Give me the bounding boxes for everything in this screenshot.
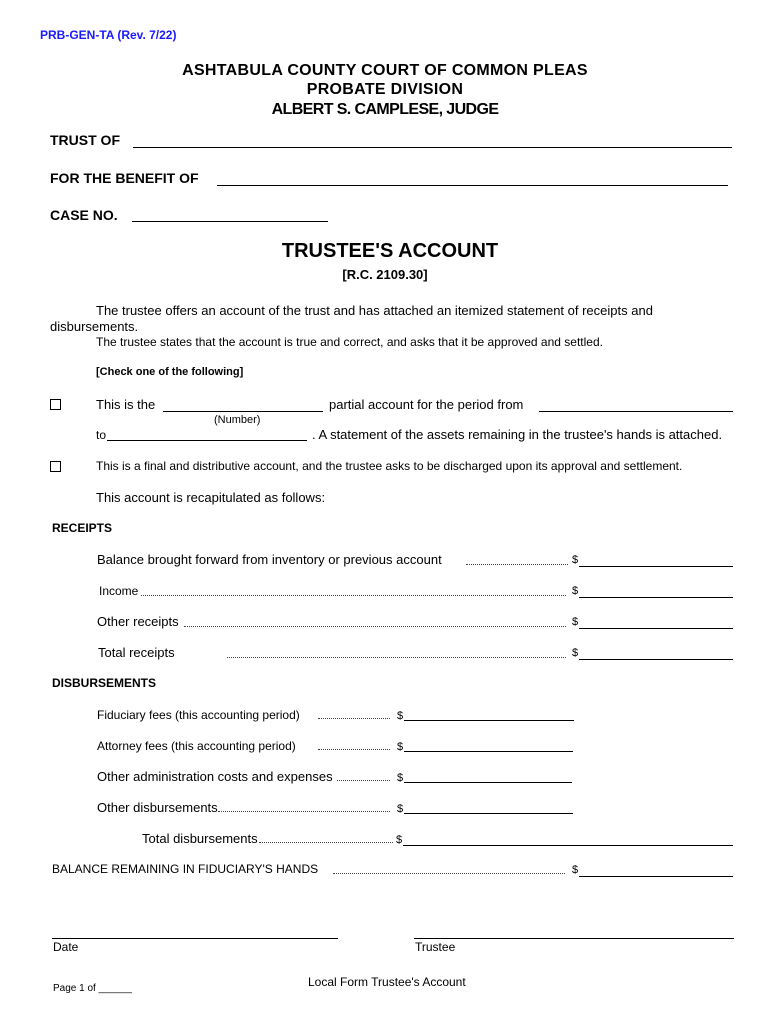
leader-dots: [337, 780, 390, 781]
intro-line-1: The trustee offers an account of the trust and has attached an itemized statement of receipts and: [96, 303, 653, 318]
admin-costs-amount[interactable]: [404, 782, 572, 783]
account-number-field[interactable]: [163, 411, 323, 412]
leader-dots: [333, 873, 565, 874]
currency-symbol: $: [572, 864, 579, 876]
disbursements-heading: DISBURSEMENTS: [52, 676, 157, 690]
leader-dots: [318, 749, 390, 750]
leader-dots: [318, 718, 390, 719]
currency-symbol: $: [397, 772, 404, 784]
receipts-heading: RECEIPTS: [52, 521, 113, 535]
form-title: TRUSTEE'S ACCOUNT: [281, 240, 499, 262]
form-code: PRB-GEN-TA (Rev. 7/22): [40, 28, 177, 42]
currency-symbol: $: [572, 585, 579, 597]
case-no-field[interactable]: [132, 221, 328, 222]
judge-name: ALBERT S. CAMPLESE, JUDGE: [271, 101, 499, 118]
trust-of-field[interactable]: [133, 147, 732, 148]
currency-symbol: $: [572, 554, 579, 566]
check-instruction: [Check one of the following]: [96, 366, 244, 378]
disb-admin-costs: Other administration costs and expenses: [97, 769, 333, 784]
period-from-field[interactable]: [539, 411, 733, 412]
receipt-balance-forward: Balance brought forward from inventory or previous account: [97, 552, 442, 567]
trust-of-label: TRUST OF: [50, 132, 120, 148]
benefit-of-label: FOR THE BENEFIT OF: [50, 170, 199, 186]
balance-remaining-label: BALANCE REMAINING IN FIDUCIARY'S HANDS: [52, 862, 319, 876]
leader-dots: [218, 811, 390, 812]
disb-other: Other disbursements: [97, 800, 218, 815]
leader-dots: [184, 626, 566, 627]
trustee-signature-line[interactable]: [414, 938, 734, 939]
leader-dots: [141, 595, 566, 596]
statement-text: . A statement of the assets remaining in the trustee's hands is attached.: [312, 427, 723, 442]
to-text: to: [96, 428, 107, 442]
income-amount[interactable]: [579, 597, 733, 598]
currency-symbol: $: [396, 834, 403, 846]
trustee-label: Trustee: [415, 940, 456, 954]
statute-reference: [R.C. 2109.30]: [342, 267, 428, 282]
partial-account-text: partial account for the period from: [329, 397, 524, 412]
form-name-footer: Local Form Trustee's Account: [308, 975, 466, 989]
total-disbursements-amount[interactable]: [403, 845, 733, 846]
receipt-income: Income: [99, 584, 139, 598]
balance-forward-amount[interactable]: [579, 566, 733, 567]
currency-symbol: $: [572, 616, 579, 628]
leader-dots: [466, 564, 568, 565]
division-name: PROBATE DIVISION: [306, 81, 464, 98]
case-no-label: CASE NO.: [50, 207, 118, 223]
period-to-field[interactable]: [107, 440, 307, 441]
page-number: Page 1 of ______: [53, 983, 132, 994]
attorney-fees-amount[interactable]: [404, 751, 573, 752]
disb-fiduciary-fees: Fiduciary fees (this accounting period): [97, 708, 300, 722]
currency-symbol: $: [397, 710, 404, 722]
intro-line-2: disbursements.: [50, 319, 139, 334]
benefit-of-field[interactable]: [217, 185, 728, 186]
disb-total: Total disbursements: [142, 831, 258, 846]
fiduciary-fees-amount[interactable]: [404, 720, 574, 721]
final-account-text: This is a final and distributive account, and the trustee asks to be discharged upon its approval and settlement.: [96, 459, 683, 473]
recap-text: This account is recapitulated as follows:: [96, 490, 326, 505]
number-caption: (Number): [214, 414, 261, 426]
other-disbursements-amount[interactable]: [404, 813, 573, 814]
partial-account-checkbox[interactable]: [50, 399, 61, 410]
receipt-total: Total receipts: [98, 645, 175, 660]
final-account-checkbox[interactable]: [50, 461, 61, 472]
leader-dots: [259, 842, 393, 843]
this-is-the-text: This is the: [96, 397, 156, 412]
date-label: Date: [53, 940, 79, 954]
currency-symbol: $: [397, 803, 404, 815]
balance-remaining-amount[interactable]: [579, 876, 733, 877]
currency-symbol: $: [572, 647, 579, 659]
disb-attorney-fees: Attorney fees (this accounting period): [97, 739, 296, 753]
receipt-other: Other receipts: [97, 614, 179, 629]
date-signature-line[interactable]: [52, 938, 338, 939]
leader-dots: [227, 657, 566, 658]
court-name: ASHTABULA COUNTY COURT OF COMMON PLEAS: [182, 62, 588, 79]
total-receipts-amount[interactable]: [579, 659, 733, 660]
intro-line-3: The trustee states that the account is true and correct, and asks that it be approved and settled.: [96, 335, 603, 349]
other-receipts-amount[interactable]: [579, 628, 733, 629]
currency-symbol: $: [397, 741, 404, 753]
